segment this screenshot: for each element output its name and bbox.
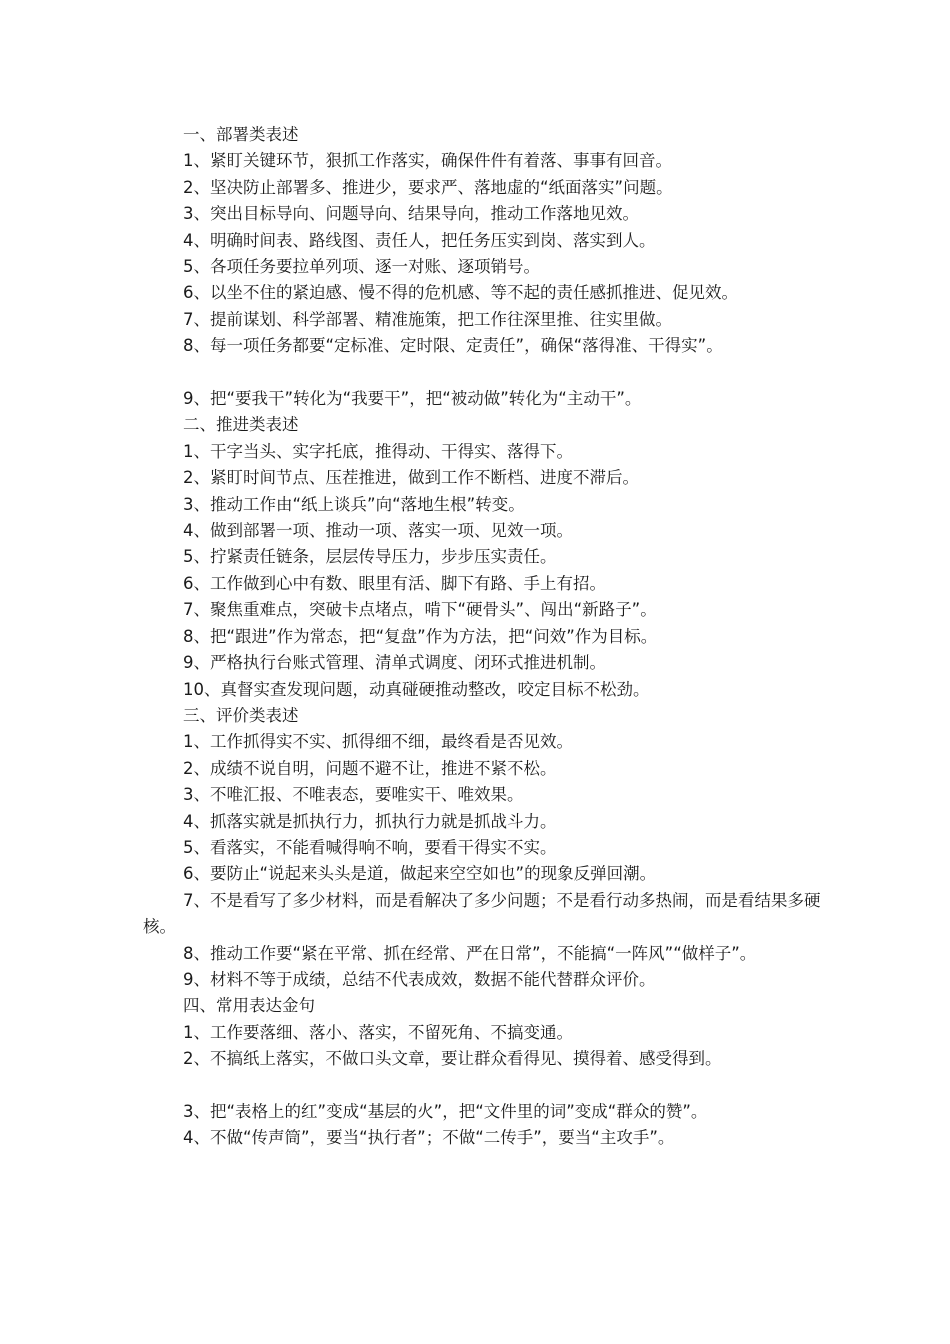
list-item: 2、紧盯时间节点、压茬推进，做到工作不断档、进度不滞后。 bbox=[183, 468, 639, 488]
list-item: 5、看落实，不能看喊得响不响，要看干得实不实。 bbox=[183, 837, 557, 857]
list-item: 4、做到部署一项、推动一项、落实一项、见效一项。 bbox=[183, 521, 573, 541]
list-item: 7、提前谋划、科学部署、精准施策，把工作往深里推、往实里做。 bbox=[183, 309, 672, 329]
list-item: 2、成绩不说自明，问题不避不让，推进不紧不松。 bbox=[183, 758, 557, 778]
section-heading: 二、推进类表述 bbox=[183, 415, 299, 435]
list-item: 1、工作要落细、落小、落实，不留死角、不搞变通。 bbox=[183, 1022, 573, 1042]
list-item: 3、推动工作由“纸上谈兵”向“落地生根”转变。 bbox=[183, 494, 525, 514]
list-item: 6、以坐不住的紧迫感、慢不得的危机感、等不起的责任感抓推进、促见效。 bbox=[183, 283, 738, 303]
section-heading: 一、部署类表述 bbox=[183, 125, 299, 144]
list-item: 1、紧盯关键环节，狠抓工作落实，确保件件有着落、事事有回音。 bbox=[183, 151, 672, 171]
list-item: 8、把“跟进”作为常态，把“复盘”作为方法，把“问效”作为目标。 bbox=[183, 626, 658, 646]
list-item: 6、工作做到心中有数、眼里有活、脚下有路、手上有招。 bbox=[183, 573, 606, 593]
list-item: 2、坚决防止部署多、推进少，要求严、落地虚的“纸面落实”问题。 bbox=[183, 177, 673, 197]
list-item: 3、把“表格上的红”变成“基层的火”，把“文件里的词”变成“群众的赞”。 bbox=[183, 1102, 708, 1121]
list-item: 8、每一项任务都要“定标准、定时限、定责任”，确保“落得准、干得实”。 bbox=[183, 336, 723, 356]
blank-line bbox=[143, 1073, 823, 1099]
list-item: 4、明确时间表、路线图、责任人，把任务压实到岗、落实到人。 bbox=[183, 230, 656, 250]
list-item: 9、严格执行台账式管理、清单式调度、闭环式推进机制。 bbox=[183, 653, 606, 673]
list-item: 9、材料不等于成绩，总结不代表成效，数据不能代替群众评价。 bbox=[183, 969, 656, 989]
list-item: 5、各项任务要拉单列项、逐一对账、逐项销号。 bbox=[183, 257, 540, 277]
list-item: 4、抓落实就是抓执行力，抓执行力就是抓战斗力。 bbox=[183, 811, 557, 831]
section-heading: 四、常用表达金句 bbox=[183, 996, 315, 1016]
section-heading: 三、评价类表述 bbox=[183, 705, 299, 725]
list-item: 5、拧紧责任链条，层层传导压力，步步压实责任。 bbox=[183, 547, 557, 567]
list-item: 3、不唯汇报、不唯表态，要唯实干、唯效果。 bbox=[183, 785, 524, 805]
list-item: 3、突出目标导向、问题导向、结果导向，推动工作落地见效。 bbox=[183, 204, 639, 224]
list-item: 8、推动工作要“紧在平常、抓在经常、严在日常”，不能搞“一阵风”“做样子”。 bbox=[183, 943, 757, 963]
list-item: 1、干字当头、实字托底，推得动、干得实、落得下。 bbox=[183, 441, 573, 461]
document-body bbox=[143, 122, 823, 1152]
list-item: 1、工作抓得实不实、抓得细不细，最终看是否见效。 bbox=[183, 732, 573, 752]
list-item: 9、把“要我干”转化为“我要干”，把“被动做”转化为“主动干”。 bbox=[183, 389, 642, 409]
list-item: 7、不是看写了多少材料，而是看解决了多少问题；不是看行动多热闹，而是看结果多硬核。 bbox=[143, 890, 821, 937]
list-item: 4、不做“传声筒”，要当“执行者”；不做“二传手”，要当“主攻手”。 bbox=[183, 1128, 675, 1148]
list-item: 2、不搞纸上落实，不做口头文章，要让群众看得见、摸得着、感受得到。 bbox=[183, 1049, 722, 1069]
list-item: 10、真督实查发现问题，动真碰硬推动整改，咬定目标不松劲。 bbox=[183, 679, 650, 699]
list-item: 6、要防止“说起来头头是道，做起来空空如也”的现象反弹回潮。 bbox=[183, 864, 657, 884]
list-item: 7、聚焦重难点，突破卡点堵点，啃下“硬骨头”、闯出“新路子”。 bbox=[183, 600, 657, 620]
blank-line bbox=[143, 360, 823, 386]
